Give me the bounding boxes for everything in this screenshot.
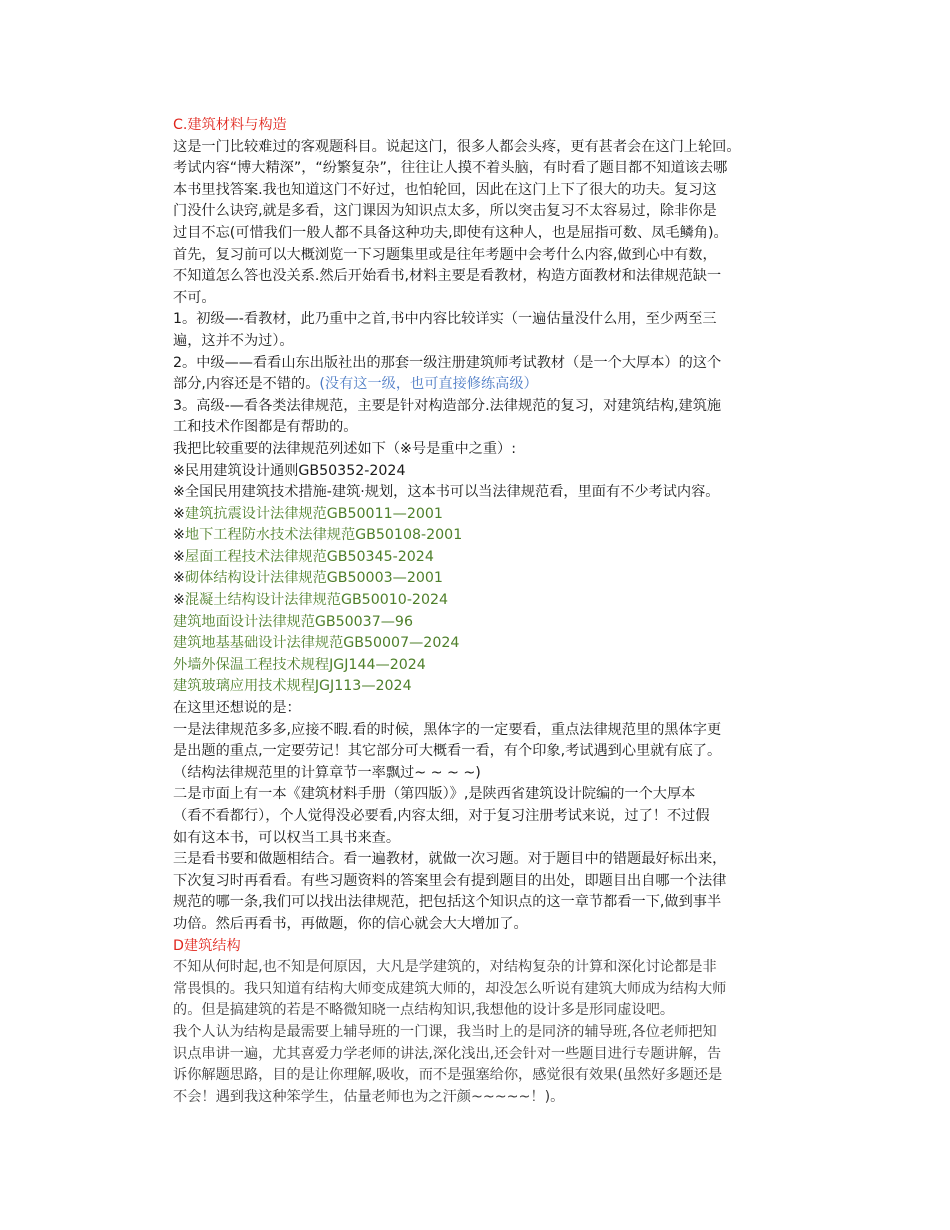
- paragraph-line: 常畏惧的。我只知道有结构大师变成建筑大师的，却没怎么听说有建筑大师成为结构大师: [173, 980, 727, 997]
- paragraph-line: 3。高级-—看各类法律规范，主要是针对构造部分.法律规范的复习，对建筑结构,建筑施: [173, 397, 722, 414]
- paragraph-line: 2。中级——看看山东出版社出的那套一级注册建筑师考试教材（是一个大厚本）的这个: [173, 354, 722, 371]
- standard-item: ※全国民用建筑技术措施-建筑·规划，这本书可以当法律规范看，里面有不少考试内容。: [173, 484, 720, 501]
- section-c-intro: [173, 137, 808, 310]
- section-d-heading: D建筑结构: [173, 937, 241, 954]
- paragraph-line: 门没什么诀窍,就是多看，这门课因为知识点太多，所以突击复习不太容易过，除非你是: [173, 203, 717, 220]
- paragraph-line: 本书里找答案.我也知道这门不好过，也怕轮回，因此在这门上下了很大的功夫。复习这: [173, 181, 717, 198]
- paragraph-line: （看不看都行），个人觉得没必要看,内容太细，对于复习注册考试来说，过了！不过假: [173, 808, 710, 824]
- paragraph-line: 三是看书要和做题相结合。看一遍教材，就做一次习题。对于题目中的错题最好标出来，: [173, 851, 727, 868]
- paragraph-line: 首先，复习前可以大概浏览一下习题集里或是往年考题中会考什么内容,做到心中有数，: [173, 246, 717, 263]
- paragraph-line: 下次复习时再看看。有些习题资料的答案里会有提到题目的出处，即题目出自哪一个法律: [173, 872, 727, 889]
- priority-mark: ※: [173, 592, 185, 609]
- level-3-paragraph: [173, 396, 808, 504]
- standard-item: 建筑地面设计法律规范GB50037—96: [173, 613, 413, 630]
- standard-item: [173, 568, 808, 590]
- paragraph-line: 功倍。然后再看书，再做题，你的信心就会大大增加了。: [173, 915, 528, 932]
- standards-list-plain: [173, 612, 808, 698]
- standard-item: 外墙外保温工程技术规程JGJ144—2024: [173, 656, 426, 673]
- paragraph-line: 我把比较重要的法律规范列述如下（※号是重中之重）:: [173, 440, 516, 457]
- paragraph-line: 过目不忘(可惜我们一般人都不具备这种功夫,即使有这种人，也是屈指可数、凤毛鳞角)。: [173, 224, 728, 241]
- paragraph-line: 考试内容“博大精深”，“纷繁复杂”，往往让人摸不着头脑，有时看了题目都不知道该去哪: [173, 160, 728, 177]
- paragraph-line: 1。初级—-看教材，此乃重中之首,书中内容比较详实（一遍估量没什么用，至少两至三: [173, 311, 717, 328]
- paragraph-line: 不知道怎么答也没关系.然后开始看书,材料主要是看教材，构造方面教材和法律规范缺一: [173, 268, 722, 285]
- standard-item: ※民用建筑设计通则GB50352-2024: [173, 462, 406, 479]
- paragraph-line: 不知从何时起,也不知是何原因，大凡是学建筑的，对结构复杂的计算和深化讨论都是非: [173, 959, 717, 976]
- paragraph-line: 工和技术作图都是有帮助的。: [173, 419, 358, 436]
- standard-title: 屋面工程技术法律规范GB50345-2024: [184, 548, 434, 565]
- paragraph-line: 诉你解题思路，目的是让你理解,吸收，而不是强塞给你，感觉很有效果(虽然好多题还是: [173, 1067, 723, 1084]
- paragraph-line: （结构法律规范里的计算章节一率飘过~ ~ ~ ~): [173, 764, 481, 781]
- standards-list-marked: [173, 504, 808, 612]
- section-d-body: [173, 957, 808, 1108]
- standard-item: [173, 504, 808, 526]
- standard-title: 混凝土结构设计法律规范GB50010-2024: [184, 592, 449, 609]
- level-1-paragraph: [173, 309, 808, 352]
- standard-title: 建筑抗震设计法律规范GB50011—2001: [184, 505, 443, 522]
- paragraph-line: 二是市面上有一本《建筑材料手册（第四版）》,是陕西省建筑设计院编的一个大厚本: [173, 786, 696, 803]
- standard-item: [173, 525, 808, 547]
- paragraph-line: 我个人认为结构是最需要上辅导班的一门课，我当时上的是同济的辅导班,各位老师把知: [173, 1023, 717, 1040]
- paragraph-line: 这是一门比较难过的客观题科目。说起这门，很多人都会头疼，更有甚者会在这门上轮回。: [173, 138, 741, 155]
- document-page: [173, 115, 808, 1108]
- paragraph-line: 在这里还想说的是：: [173, 700, 301, 717]
- standard-title: 地下工程防水技术法律规范GB50108-2001: [184, 527, 463, 544]
- priority-mark: ※: [173, 570, 185, 587]
- level-2-note: (没有这一级，也可直接修练高级）: [319, 376, 538, 393]
- standard-item: [173, 590, 808, 612]
- paragraph-line: 如有这本书，可以权当工具书来查。: [173, 829, 401, 846]
- paragraph-line: [173, 374, 808, 396]
- standard-item: 建筑玻璃应用技术规程JGJ113—2024: [173, 678, 412, 695]
- standard-title: 砌体结构设计法律规范GB50003—2001: [184, 570, 443, 587]
- priority-mark: ※: [173, 505, 185, 522]
- paragraph-line: 不会！遇到我这种笨学生，估量老师也为之汗颜~~~~~！)。: [173, 1088, 565, 1105]
- paragraph-line: 的。但是搞建筑的若是不略微知晓一点结构知识,我想他的设计多是形同虚设吧。: [173, 1002, 675, 1019]
- priority-mark: ※: [173, 548, 185, 565]
- paragraph-line: 遍，这并不为过）。: [173, 332, 294, 349]
- paragraph-line: 识点串讲一遍，尤其喜爱力学老师的讲法,深化浅出,还会针对一些题目进行专题讲解，告: [173, 1045, 722, 1062]
- section-c-heading: C.建筑材料与构造: [173, 117, 287, 133]
- paragraph-line: 一是法律规范多多,应接不暇.看的时候，黑体字的一定要看，重点法律规范里的黑体字更: [173, 721, 722, 738]
- paragraph-line: 规范的哪一条,我们可以找出法律规范，把包括这个知识点的这一章节都看一下,做到事半: [173, 894, 722, 911]
- level-2-paragraph: [173, 353, 808, 396]
- standard-item: 建筑地基基础设计法律规范GB50007—2024: [173, 635, 460, 652]
- paragraph-line: 是出题的重点,一定要劳记！其它部分可大概看一看，有个印象,考试遇到心里就有底了。: [173, 743, 722, 760]
- paragraph-text: 部分,内容还是不错的。: [173, 376, 320, 393]
- paragraph-line: 不可。: [173, 289, 216, 306]
- priority-mark: ※: [173, 527, 185, 544]
- section-c-closing: [173, 698, 808, 936]
- standard-item: [173, 547, 808, 569]
